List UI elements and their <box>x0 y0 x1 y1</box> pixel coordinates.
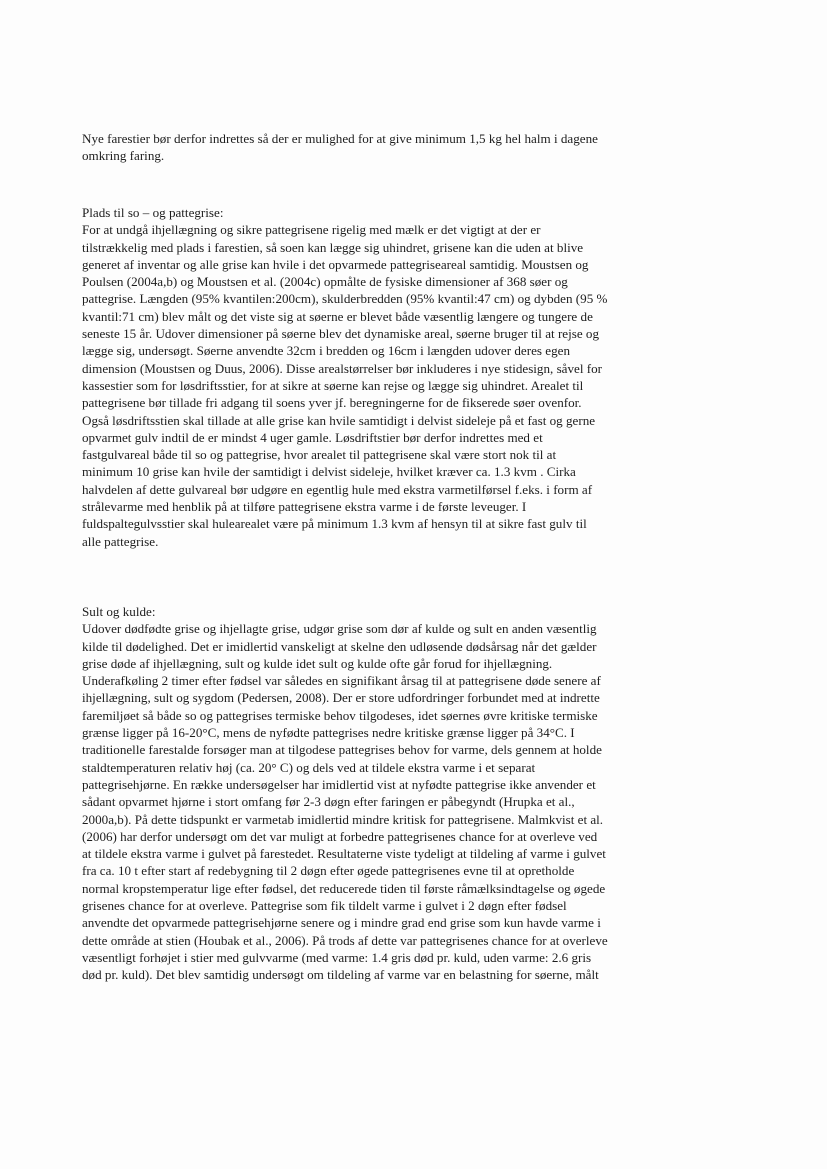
text-line: Underafkøling 2 timer efter fødsel var således en signifikant årsag til at pattegrisene døde senere af <box>82 673 601 689</box>
text-line: grise døde af ihjellægning, sult og kulde idet sult og kulde ofte går forud for ihjellægning. <box>82 655 553 671</box>
text-line: lægge sig, undersøgt. Søerne anvendte 32cm i bredden og 16cm i længden udover deres egen <box>82 343 570 359</box>
text-line: pattegrise. Længden (95% kvantilen:200cm), skulderbredden (95% kvantil:47 cm) og dybden (95 % <box>82 291 608 307</box>
text-line: pattegrisene bør tillade fri adgang til soens yver jf. beregningerne for de fikserede søer ovenfor. <box>82 395 582 411</box>
text-line: kvantil:71 cm) blev målt og det viste sig at søerne er blevet både væsentlig længere og tungere de <box>82 308 593 324</box>
text-line: kassestier som for løsdriftsstier, for at sikre at søerne kan rejse og lægge sig uhindret. Arealet til <box>82 377 584 393</box>
text-line: generet af inventar og alle grise kan hvile i det opvarmede pattegriseareal samtidig. Moustsen og <box>82 256 589 272</box>
text-line: ihjellægning, sult og sygdom (Pedersen, 2008). Der er store udfordringer forbundet med at indrette <box>82 690 600 706</box>
text-line: grisenes chance for at overleve. Pattegrise som fik tildelt varme i gulvet i 2 døgn efter fødsel <box>82 898 567 914</box>
text-line: Nye farestier bør derfor indrettes så der er mulighed for at give minimum 1,5 kg hel halm i dagene <box>82 131 598 146</box>
section-sult <box>82 603 732 984</box>
text-line: minimum 10 grise kan hvile der samtidigt i delvist sideleje, hvilket kræver ca. 1.3 kvm . Cirka <box>82 464 576 480</box>
text-line: pattegrisehjørne. En række undersøgelser har imidlertid vist at nyfødte pattegrise ikke anvender et <box>82 776 596 792</box>
section-heading: Sult og kulde: <box>82 604 156 619</box>
text-line: Også løsdriftsstien skal tillade at alle grise kan hvile samtidigt i delvist sideleje på et fast og gerne <box>82 412 596 428</box>
text-line: tilstrækkelig med plads i farestien, så soen kan lægge sig uhindret, grisene kan die uden at blive <box>82 239 584 255</box>
section-plads <box>82 204 732 550</box>
text-line: staldtemperaturen relativ høj (ca. 20° C) og dels ved at tildele ekstra varme i et separat <box>82 759 536 775</box>
text-line: fra ca. 10 t efter start af redebygning til 2 døgn efter øgede pattegrisenes evne til at opretholde <box>82 863 575 879</box>
text-line: halvdelen af dette gulvareal bør udgøre en egentlig hule med ekstra varmetilførsel f.eks. i form af <box>82 481 593 497</box>
text-line: anvendte det opvarmede pattegrisehjørne senere og i mindre grad end grise som kun havde varme i <box>82 915 601 931</box>
text-line: 2000a,b). På dette tidspunkt er varmetab imidlertid mindre kritisk for pattegrisene. Malmkvist et al. <box>82 811 604 827</box>
text-line: For at undgå ihjellægning og sikre pattegrisene rigelig med mælk er det vigtigt at der er <box>82 222 541 238</box>
text-line: opvarmet gulv indtil de er mindst 4 uger gamle. Løsdriftstier bør derfor indrettes med et <box>82 429 543 445</box>
text-line: normal kropstemperatur lige efter fødsel, det reducerede tiden til første råmælksindtagelse og øgede <box>82 880 606 896</box>
section-heading: Plads til so – og pattegrise: <box>82 205 224 220</box>
text-line: Udover dødfødte grise og ihjellagte grise, udgør grise som dør af kulde og sult en anden væsentlig <box>82 621 597 637</box>
text-line: fuldspaltegulvsstier skal hulearealet være på minimum 1.3 kvm af hensyn til at sikre fast gulv til <box>82 516 587 532</box>
text-line: grænse ligger på 16-20°C, mens de nyfødte pattegrises nedre kritiske grænse ligger på 34°C. I <box>82 725 575 741</box>
text-line: omkring faring. <box>82 148 165 164</box>
text-line: væsentligt forhøjet i stier med gulvvarme (med varme: 1.4 gris død pr. kuld, uden varme: 2.6 gris <box>82 949 592 965</box>
text-line: seneste 15 år. Udover dimensioner på søerne blev det dynamiske areal, søerne bruger til at rejse og <box>82 326 600 342</box>
text-line: faremiljøet så både so og pattegrises termiske behov tilgodeses, idet søernes øvre kritiske termiske <box>82 707 598 723</box>
text-line: alle pattegrise. <box>82 533 159 549</box>
text-line: dimension (Moustsen og Duus, 2006). Disse arealstørrelser bør inkluderes i nye stidesign, såvel for <box>82 360 603 376</box>
text-line: død pr. kuld). Det blev samtidig undersøgt om tildeling af varme var en belastning for søerne, målt <box>82 967 599 983</box>
text-line: traditionelle farestalde forsøger man at tilgodese pattegrises behov for varme, dels gennem at holde <box>82 742 602 758</box>
intro-paragraph <box>82 130 732 165</box>
text-line: Poulsen (2004a,b) og Moustsen et al. (2004c) opmålte de fysiske dimensioner af 368 søer og <box>82 274 568 290</box>
text-line: kilde til dødelighed. Det er imidlertid vanskeligt at skelne den udløsende dødsårsag når det gælder <box>82 638 597 654</box>
text-line: strålevarme med henblik på at tilføre pattegrisene ekstra varme i de første leveuger. I <box>82 499 527 515</box>
text-line: (2006) har derfor undersøgt om det var muligt at forbedre pattegrisenes chance for at overleve ved <box>82 828 598 844</box>
text-line: sådant opvarmet hjørne i stort omfang før 2-3 døgn efter faringen er påbegyndt (Hrupka et al., <box>82 794 575 810</box>
text-line: at tildele ekstra varme i gulvet på farestedet. Resultaterne viste tydeligt at tildeling af varme i gulvet <box>82 846 606 862</box>
text-line: dette område at stien (Houbak et al., 2006). På trods af dette var pattegrisenes chance for at overleve <box>82 932 608 948</box>
text-line: fastgulvareal både til so og pattegrise, hvor arealet til pattegrisene skal være stort nok til at <box>82 447 557 463</box>
